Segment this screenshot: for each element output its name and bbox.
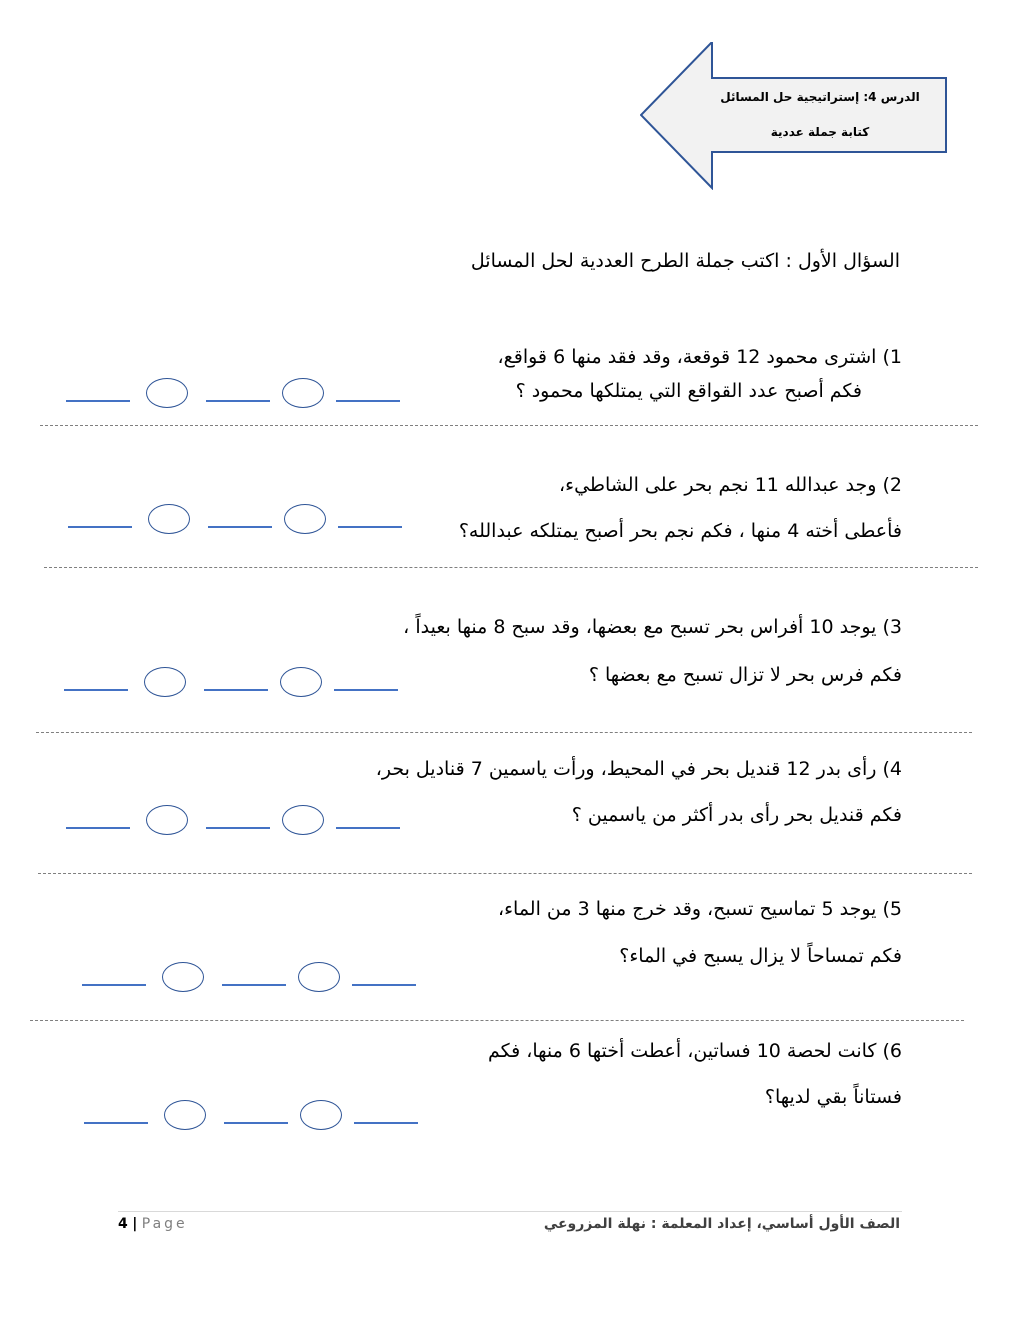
problem-3-line2: فكم فرس بحر لا تزال تسبح مع بعضها ؟ [588,664,902,686]
divider [40,425,978,426]
lesson-banner [640,42,950,190]
answer-blank[interactable] [222,984,286,986]
answer-blank[interactable] [338,526,402,528]
answer-blank[interactable] [66,827,130,829]
answer-blank[interactable] [204,689,268,691]
problem-5-line1: 5) يوجد 5 تماسيح تسبح، وقد خرج منها 3 من الماء، [497,898,902,920]
lesson-title: الدرس 4: إستراتيجية حل المسائل [720,90,920,104]
operator-circle[interactable] [146,378,188,408]
answer-blank[interactable] [352,984,416,986]
answer-blank[interactable] [82,984,146,986]
problem-6-line2: فستاناً بقي لديها؟ [764,1086,902,1108]
page-word: Page [141,1216,188,1232]
operator-circle[interactable] [162,962,204,992]
problem-2-line1: 2) وجد عبدالله 11 نجم بحر على الشاطيء، [559,474,902,496]
problem-1-line1: 1) اشترى محمود 12 قوقعة، وقد فقد منها 6 قواقع، [497,346,902,368]
problem-4-line2: فكم قنديل بحر رأى بدر أكثر من ياسمين ؟ [571,804,902,826]
left-arrow-shape [640,42,950,190]
problem-4-line1: 4) رأى بدر 12 قنديل بحر في المحيط، ورأت ياسمين 7 قناديل بحر، [375,758,902,780]
answer-blank[interactable] [64,689,128,691]
answer-blank[interactable] [206,400,270,402]
operator-circle[interactable] [146,805,188,835]
answer-blank[interactable] [68,526,132,528]
operator-circle[interactable] [148,504,190,534]
operator-circle[interactable] [144,667,186,697]
problem-3-line1: 3) يوجد 10 أفراس بحر تسبح مع بعضها، وقد سبح 8 منها بعيداً ، [403,616,902,638]
answer-blank[interactable] [334,689,398,691]
operator-circle[interactable] [282,378,324,408]
answer-blank[interactable] [66,400,130,402]
operator-circle[interactable] [300,1100,342,1130]
lesson-subtitle: كتابة جملة عددية [770,125,870,139]
divider [36,732,972,733]
page-separator: | [132,1216,138,1232]
footer-credit: الصف الأول أساسي، إعداد المعلمة : نهلة المزروعي [543,1216,900,1232]
page-number [118,1216,188,1232]
footer-rule [118,1211,902,1212]
answer-blank[interactable] [354,1122,418,1124]
answer-blank[interactable] [206,827,270,829]
operator-circle[interactable] [284,504,326,534]
answer-blank[interactable] [84,1122,148,1124]
answer-blank[interactable] [336,827,400,829]
operator-circle[interactable] [280,667,322,697]
operator-circle[interactable] [282,805,324,835]
problem-1-line2: فكم أصبح عدد القواقع التي يمتلكها محمود ؟ [515,380,862,402]
answer-blank[interactable] [336,400,400,402]
divider [30,1020,964,1021]
problem-6-line1: 6) كانت لحصة 10 فساتين، أعطت أختها 6 منها، فكم [487,1040,902,1062]
operator-circle[interactable] [298,962,340,992]
page-number-value: 4 [118,1216,128,1232]
divider [44,567,978,568]
problem-5-line2: فكم تمساحاً لا يزال يسبح في الماء؟ [619,945,902,967]
answer-blank[interactable] [224,1122,288,1124]
main-question: السؤال الأول : اكتب جملة الطرح العددية لحل المسائل [470,250,900,272]
answer-blank[interactable] [208,526,272,528]
problem-2-line2: فأعطى أخته 4 منها ، فكم نجم بحر أصبح يمتلكه عبدالله؟ [458,520,902,542]
divider [38,873,972,874]
operator-circle[interactable] [164,1100,206,1130]
